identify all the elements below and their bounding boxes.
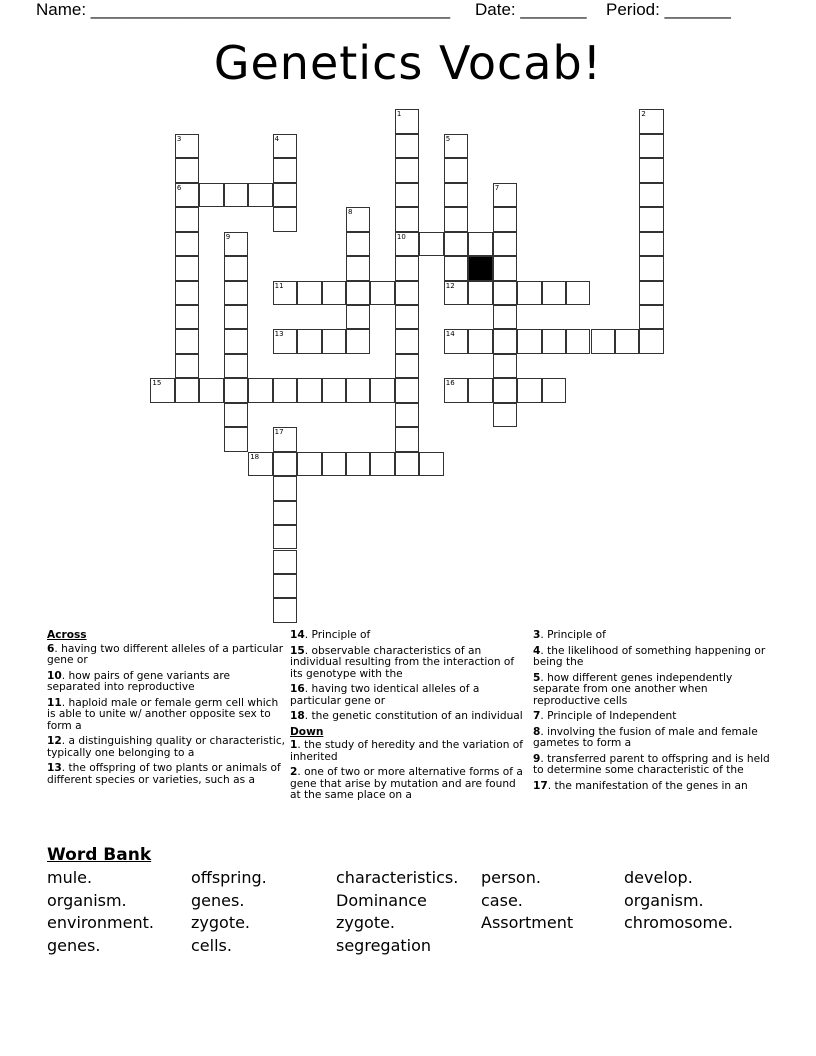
- clue-text: transferred parent to offspring and is held to determine some characteristic of the: [533, 752, 770, 776]
- grid-cell[interactable]: [175, 134, 199, 158]
- grid-cell[interactable]: [395, 134, 419, 158]
- word-bank-item: organism.: [624, 890, 704, 910]
- page-title: Genetics Vocab!: [213, 36, 603, 90]
- grid-cell[interactable]: [175, 232, 199, 256]
- word-bank-item: environment.: [47, 913, 154, 932]
- grid-cell[interactable]: [273, 550, 297, 574]
- clue-number: 2: [290, 766, 298, 778]
- clue-5: 5. how different genes independently separate from one another when reproductive cells: [533, 671, 733, 707]
- grid-cell[interactable]: [444, 256, 468, 280]
- word-bank-item: zygote.: [336, 913, 396, 932]
- grid-cell[interactable]: [322, 329, 346, 353]
- grid-cell[interactable]: [639, 329, 663, 353]
- clue-number: 16: [290, 683, 305, 695]
- black-cell: [468, 256, 492, 280]
- grid-cell[interactable]: [419, 232, 443, 256]
- grid-cell[interactable]: [297, 281, 321, 305]
- word-bank-item: zygote.: [191, 913, 251, 932]
- grid-cell[interactable]: [493, 329, 517, 353]
- clue-number: 1: [396, 110, 402, 119]
- clue-6: 6. having two different alleles of a particular gene or: [47, 642, 284, 666]
- clue-text: observable characteristics of an individual resulting from the interaction of its genotype with the: [290, 644, 515, 680]
- grid-cell[interactable]: [542, 329, 566, 353]
- grid-cell[interactable]: [273, 574, 297, 598]
- grid-cell[interactable]: [346, 378, 370, 402]
- grid-cell[interactable]: [199, 183, 223, 207]
- grid-cell[interactable]: [248, 378, 272, 402]
- grid-cell[interactable]: [444, 329, 468, 353]
- grid-cell[interactable]: [322, 378, 346, 402]
- grid-cell[interactable]: [297, 452, 321, 476]
- clue-number: 15: [152, 379, 162, 388]
- grid-cell[interactable]: [175, 207, 199, 231]
- grid-cell[interactable]: [273, 476, 297, 500]
- word-bank-item: mule.: [47, 868, 93, 887]
- clue-number: 3: [533, 629, 541, 641]
- grid-cell[interactable]: [444, 158, 468, 182]
- grid-cell[interactable]: [273, 183, 297, 207]
- grid-cell[interactable]: [639, 281, 663, 305]
- grid-cell[interactable]: [517, 329, 541, 353]
- grid-cell[interactable]: [395, 354, 419, 378]
- clue-number: 11: [274, 281, 284, 290]
- grid-cell[interactable]: [273, 501, 297, 525]
- down-heading: Down: [290, 725, 324, 738]
- grid-cell[interactable]: [395, 427, 419, 451]
- grid-cell[interactable]: [395, 305, 419, 329]
- grid-cell[interactable]: [224, 305, 248, 329]
- clue-1: 1. the study of heredity and the variation of inherited: [290, 739, 524, 763]
- grid-cell[interactable]: [493, 354, 517, 378]
- grid-cell[interactable]: [639, 207, 663, 231]
- word-bank-item: characteristics.: [336, 868, 459, 887]
- clue-column-1: [47, 630, 285, 790]
- clue-number: 15: [290, 644, 305, 657]
- clue-number: 18: [250, 452, 260, 461]
- grid-cell[interactable]: [493, 183, 517, 207]
- grid-cell[interactable]: [346, 305, 370, 329]
- clue-number: 14: [290, 629, 305, 641]
- grid-cell[interactable]: [224, 281, 248, 305]
- grid-cell[interactable]: [224, 256, 248, 280]
- grid-cell[interactable]: [248, 452, 272, 476]
- word-bank-item: chromosome.: [624, 913, 733, 932]
- word-bank-item: organism.: [47, 890, 127, 910]
- grid-cell[interactable]: [224, 427, 248, 451]
- grid-cell[interactable]: [346, 452, 370, 476]
- clue-number: 13: [274, 330, 284, 339]
- grid-cell[interactable]: [175, 305, 199, 329]
- grid-cell[interactable]: [493, 256, 517, 280]
- clue-text: involving the fusion of male and female gametes to form a: [533, 725, 758, 749]
- clue-text: the offspring of two plants or animals of different species or varieties, such as a: [47, 762, 281, 786]
- grid-cell[interactable]: [370, 378, 394, 402]
- clue-12: 12. a distinguishing quality or characteristic, typically one belonging to a: [47, 735, 286, 759]
- grid-cell[interactable]: [444, 207, 468, 231]
- clue-4: 4. the likelihood of something happening or being the: [533, 644, 766, 668]
- grid-cell[interactable]: [639, 183, 663, 207]
- clue-number: 9: [533, 752, 541, 765]
- clue-number: 16: [445, 379, 455, 388]
- grid-cell[interactable]: [297, 329, 321, 353]
- clue-number: 1: [290, 739, 298, 751]
- grid-cell[interactable]: [444, 281, 468, 305]
- grid-cell[interactable]: [395, 281, 419, 305]
- clue-text: Principle of Independent: [547, 710, 677, 722]
- grid-cell[interactable]: [322, 452, 346, 476]
- clue-text: a distinguishing quality or characteristic, typically one belonging to a: [47, 735, 286, 759]
- word-bank-item: segregation: [336, 935, 432, 955]
- clue-8: 8. involving the fusion of male and female gametes to form a: [533, 725, 758, 749]
- grid-cell[interactable]: [566, 329, 590, 353]
- clue-number: 8: [348, 208, 353, 217]
- grid-cell[interactable]: [346, 281, 370, 305]
- clue-number: 6: [47, 642, 55, 655]
- word-bank-item: genes.: [47, 935, 101, 955]
- grid-cell[interactable]: [493, 378, 517, 402]
- grid-cell[interactable]: [542, 281, 566, 305]
- clue-column-2: [290, 630, 528, 806]
- grid-cell[interactable]: [370, 281, 394, 305]
- grid-cell[interactable]: [224, 354, 248, 378]
- grid-cell[interactable]: [493, 305, 517, 329]
- clue-number: 14: [445, 330, 455, 339]
- grid-cell[interactable]: [444, 134, 468, 158]
- grid-cell[interactable]: [468, 232, 492, 256]
- grid-cell[interactable]: [395, 329, 419, 353]
- clue-text: the study of heredity and the variation of inherited: [290, 739, 524, 763]
- clue-number: 11: [47, 696, 62, 709]
- grid-cell[interactable]: [639, 232, 663, 256]
- grid-cell[interactable]: [395, 232, 419, 256]
- grid-cell[interactable]: [395, 207, 419, 231]
- clue-3: 3. Principle of: [533, 629, 606, 641]
- clue-10: 10. how pairs of gene variants are separated into reproductive: [47, 669, 230, 693]
- grid-cell[interactable]: [493, 403, 517, 427]
- clue-text: having two different alleles of a particular gene or: [47, 642, 284, 666]
- clue-text: Principle of: [311, 629, 371, 641]
- grid-cell[interactable]: [224, 183, 248, 207]
- grid-cell[interactable]: [493, 207, 517, 231]
- clue-15: 15. observable characteristics of an individual resulting from the interaction of its genotype with the: [290, 644, 515, 680]
- clue-13: 13. the offspring of two plants or animals of different species or varieties, such as a: [47, 762, 281, 786]
- word-bank-title: Word Bank: [47, 845, 152, 865]
- grid-cell[interactable]: [639, 109, 663, 133]
- clue-text: having two identical alleles of a particular gene or: [290, 683, 480, 707]
- clue-column-3: [533, 630, 771, 796]
- clue-18: 18. the genetic constitution of an individual: [290, 710, 523, 722]
- word-bank-item: cells.: [191, 935, 232, 955]
- grid-cell[interactable]: [224, 403, 248, 427]
- grid-cell[interactable]: [199, 378, 223, 402]
- grid-cell[interactable]: [150, 378, 174, 402]
- date-field: Date: _______: [475, 0, 587, 19]
- grid-cell[interactable]: [322, 281, 346, 305]
- clue-number: 18: [290, 710, 305, 722]
- grid-cell[interactable]: [175, 329, 199, 353]
- name-field: Name: ______________________________________: [36, 0, 451, 19]
- clue-number: 2: [641, 110, 646, 119]
- grid-cell[interactable]: [591, 329, 615, 353]
- grid-cell[interactable]: [346, 207, 370, 231]
- clue-text: the manifestation of the genes in an: [554, 779, 748, 792]
- grid-cell[interactable]: [224, 378, 248, 402]
- clue-text: haploid male or female germ cell which is able to unite w/ another opposite sex to form a: [47, 696, 279, 732]
- word-bank-item: develop.: [624, 868, 693, 887]
- grid-cell[interactable]: [468, 281, 492, 305]
- clue-text: one of two or more alternative forms of a gene that arise by mutation and are found at the same place on a: [290, 766, 523, 801]
- clue-number: 6: [176, 183, 182, 192]
- grid-cell[interactable]: [273, 427, 297, 451]
- clue-text: the likelihood of something happening or being the: [533, 644, 766, 668]
- clue-number: 13: [47, 762, 62, 774]
- clue-14: 14. Principle of: [290, 629, 371, 641]
- grid-cell[interactable]: [273, 207, 297, 231]
- clue-number: 4: [274, 134, 280, 143]
- clue-text: how different genes independently separate from one another when reproductive cells: [533, 671, 733, 707]
- clue-number: 17: [274, 428, 284, 437]
- grid-cell[interactable]: [273, 281, 297, 305]
- grid-cell[interactable]: [175, 354, 199, 378]
- grid-cell[interactable]: [175, 183, 199, 207]
- word-bank-item: offspring.: [191, 868, 267, 887]
- grid-cell[interactable]: [468, 378, 492, 402]
- period-field: Period: _______: [606, 0, 731, 19]
- grid-cell[interactable]: [444, 232, 468, 256]
- clue-text: Principle of: [547, 629, 606, 641]
- across-heading: Across: [47, 629, 87, 641]
- grid-cell[interactable]: [346, 256, 370, 280]
- clue-text: how pairs of gene variants are separated into reproductive: [47, 669, 230, 693]
- clue-number: 5: [445, 134, 451, 143]
- clue-number: 9: [225, 232, 231, 241]
- grid-cell[interactable]: [395, 183, 419, 207]
- clue-number: 7: [533, 710, 541, 722]
- grid-cell[interactable]: [273, 329, 297, 353]
- clue-17: 17. the manifestation of the genes in an: [533, 779, 748, 792]
- grid-cell[interactable]: [175, 158, 199, 182]
- grid-cell[interactable]: [273, 378, 297, 402]
- grid-cell[interactable]: [517, 378, 541, 402]
- grid-cell[interactable]: [493, 232, 517, 256]
- clue-number: 17: [533, 779, 548, 792]
- word-bank-item: Dominance: [336, 890, 427, 910]
- grid-cell[interactable]: [273, 134, 297, 158]
- grid-cell[interactable]: [444, 378, 468, 402]
- grid-cell[interactable]: [395, 452, 419, 476]
- grid-cell[interactable]: [224, 232, 248, 256]
- grid-cell[interactable]: [370, 452, 394, 476]
- grid-cell[interactable]: [297, 378, 321, 402]
- grid-cell[interactable]: [273, 158, 297, 182]
- grid-cell[interactable]: [542, 378, 566, 402]
- grid-cell[interactable]: [639, 158, 663, 182]
- word-bank-item: Assortment: [481, 913, 574, 932]
- clue-text: the genetic constitution of an individual: [311, 710, 523, 722]
- clue-number: 8: [533, 725, 541, 738]
- clue-2: 2. one of two or more alternative forms of a gene that arise by mutation and are found at the same place on a: [290, 766, 523, 801]
- grid-cell[interactable]: [248, 183, 272, 207]
- grid-cell[interactable]: [395, 109, 419, 133]
- clue-11: 11. haploid male or female germ cell which is able to unite w/ another opposite sex to form a: [47, 696, 279, 732]
- word-bank-item: genes.: [191, 890, 245, 910]
- grid-cell[interactable]: [395, 403, 419, 427]
- grid-cell[interactable]: [566, 281, 590, 305]
- grid-cell[interactable]: [395, 158, 419, 182]
- clue-number: 10: [396, 232, 406, 241]
- word-bank-item: person.: [481, 868, 541, 887]
- grid-cell[interactable]: [346, 329, 370, 353]
- grid-cell[interactable]: [517, 281, 541, 305]
- grid-cell[interactable]: [639, 305, 663, 329]
- clue-number: 5: [533, 671, 541, 684]
- clue-7: 7. Principle of Independent: [533, 710, 677, 722]
- grid-cell[interactable]: [419, 452, 443, 476]
- grid-cell[interactable]: [273, 525, 297, 549]
- clue-number: 3: [176, 134, 182, 143]
- grid-cell[interactable]: [395, 378, 419, 402]
- clue-16: 16. having two identical alleles of a particular gene or: [290, 683, 480, 707]
- word-bank-item: case.: [481, 890, 523, 910]
- grid-cell[interactable]: [493, 281, 517, 305]
- grid-cell[interactable]: [468, 329, 492, 353]
- grid-cell[interactable]: [273, 452, 297, 476]
- grid-cell[interactable]: [175, 256, 199, 280]
- grid-cell[interactable]: [615, 329, 639, 353]
- grid-cell[interactable]: [639, 134, 663, 158]
- clue-9: 9. transferred parent to offspring and is held to determine some characteristic of the: [533, 752, 770, 776]
- grid-cell[interactable]: [273, 598, 297, 622]
- grid-cell[interactable]: [224, 329, 248, 353]
- clue-number: 12: [47, 735, 62, 747]
- clue-number: 4: [533, 644, 541, 657]
- grid-cell[interactable]: [639, 256, 663, 280]
- clue-number: 12: [445, 281, 455, 290]
- grid-cell[interactable]: [175, 378, 199, 402]
- grid-cell[interactable]: [346, 232, 370, 256]
- grid-cell[interactable]: [444, 183, 468, 207]
- clue-number: 10: [47, 669, 62, 682]
- clue-number: 7: [494, 183, 500, 192]
- grid-cell[interactable]: [175, 281, 199, 305]
- grid-cell[interactable]: [395, 256, 419, 280]
